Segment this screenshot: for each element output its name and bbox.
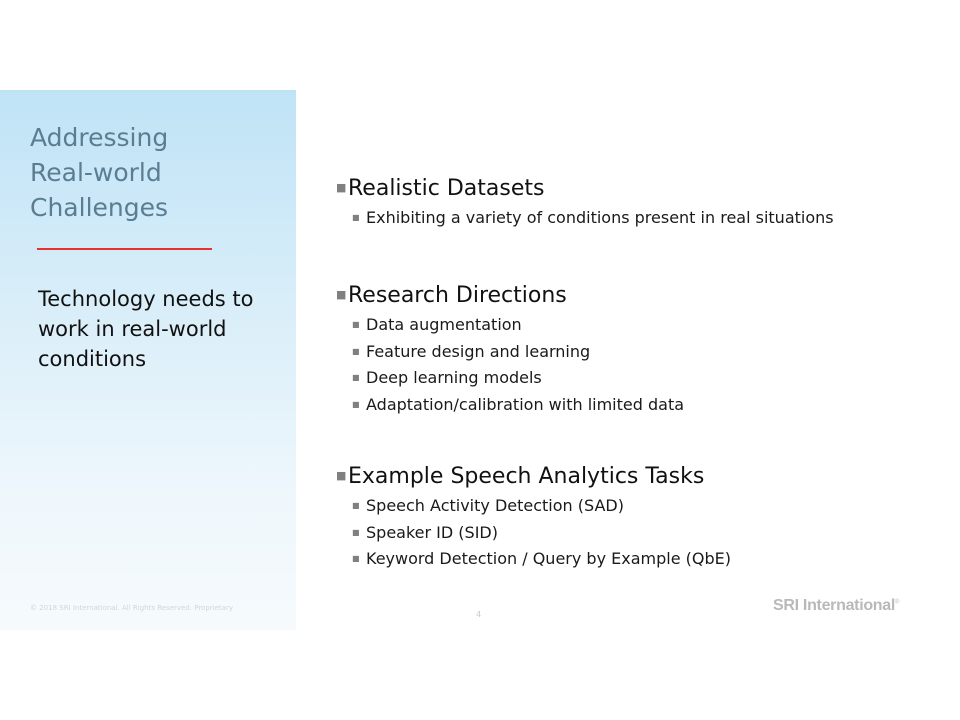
bullet-item	[336, 368, 684, 395]
square-bullet-icon: ■	[352, 527, 360, 537]
title-divider	[37, 248, 212, 250]
slide-subtitle: Technology needs to work in real-world conditions	[38, 287, 254, 371]
bullet-item-text: Feature design and learning	[366, 341, 591, 361]
square-bullet-icon: ■	[336, 181, 347, 194]
bullet-heading-text: Research Directions	[348, 283, 567, 308]
section-research-directions	[336, 283, 684, 421]
square-bullet-icon: ■	[352, 213, 360, 222]
bullet-item	[336, 523, 731, 550]
square-bullet-icon: ■	[336, 288, 347, 301]
bullet-item-text: Deep learning models	[366, 368, 542, 387]
slide-title: Addressing Real-world Challenges	[30, 123, 169, 222]
square-bullet-icon: ■	[352, 346, 360, 356]
bullet-item-text: Speaker ID (SID)	[366, 522, 498, 542]
bullet-heading-text: Realistic Datasets	[348, 176, 545, 201]
bullet-item-text: Data augmentation	[366, 315, 522, 334]
bullet-item-text: Adaptation/calibration with limited data	[366, 394, 685, 414]
bullet-item	[336, 315, 684, 342]
section-speech-analytics-tasks	[336, 464, 731, 576]
bullet-item	[336, 208, 834, 235]
page-number: 4	[476, 610, 482, 619]
registered-mark-icon: ®	[895, 599, 900, 606]
bullet-item-text: Exhibiting a variety of conditions present in real situations	[366, 208, 834, 227]
sri-logo	[773, 597, 899, 615]
bullet-heading-text: Example Speech Analytics Tasks	[348, 464, 705, 489]
logo-text: SRI International	[773, 597, 896, 614]
bullet-heading	[336, 464, 731, 496]
copyright-notice: © 2018 SRI International. All Rights Reserved. Proprietary	[30, 604, 233, 612]
bullet-heading	[336, 283, 684, 315]
square-bullet-icon: ■	[352, 399, 360, 409]
bullet-item	[336, 496, 731, 523]
square-bullet-icon: ■	[352, 501, 360, 510]
square-bullet-icon: ■	[352, 373, 360, 382]
bullet-item	[336, 549, 731, 576]
bullet-item	[336, 342, 684, 369]
square-bullet-icon: ■	[336, 469, 347, 482]
square-bullet-icon: ■	[352, 554, 360, 563]
bullet-item-text: Speech Activity Detection (SAD)	[366, 496, 624, 515]
bullet-heading	[336, 176, 834, 208]
bullet-item	[336, 395, 684, 422]
square-bullet-icon: ■	[352, 320, 360, 329]
section-realistic-datasets	[336, 176, 834, 235]
bullet-item-text: Keyword Detection / Query by Example (QbE)	[366, 549, 731, 568]
